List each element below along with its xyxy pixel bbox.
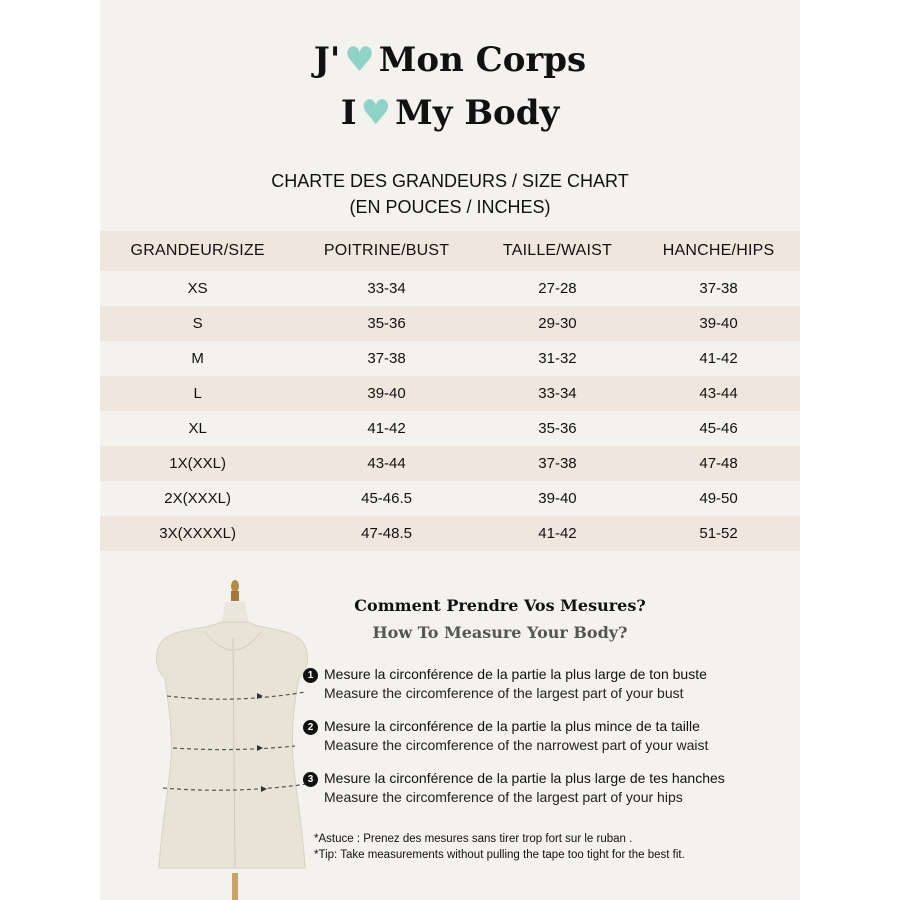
cell-size: 2X(XXXL): [100, 481, 295, 516]
cell-waist: 29-30: [478, 306, 637, 341]
table-row: [100, 341, 800, 376]
cell-bust: 35-36: [295, 306, 478, 341]
mannequin-stand: [232, 873, 238, 900]
measure-heading-fr: Comment Prendre Vos Mesures?: [354, 596, 646, 615]
mannequin-finial: [231, 580, 239, 592]
chart-title: CHARTE DES GRANDEURS / SIZE CHART: [271, 171, 629, 191]
step-text-en: Measure the circomference of the largest part of your hips: [324, 789, 683, 805]
step-number-badge: 3: [303, 772, 318, 787]
heart-icon: ♥: [360, 93, 392, 133]
size-table: [100, 231, 800, 551]
brand-line2-suffix: My Body: [395, 93, 560, 133]
brand-title-en: [100, 93, 800, 133]
cell-hips: 45-46: [637, 411, 800, 446]
header-bust: POITRINE/BUST: [295, 231, 478, 271]
cell-bust: 47-48.5: [295, 516, 478, 551]
cell-size: XL: [100, 411, 295, 446]
cell-size: 1X(XXL): [100, 446, 295, 481]
cell-bust: 39-40: [295, 376, 478, 411]
chart-subtitle: (EN POUCES / INCHES): [349, 197, 551, 217]
cell-waist: 37-38: [478, 446, 637, 481]
brand-line1-prefix: J': [313, 40, 341, 80]
measure-heading-en: How To Measure Your Body?: [372, 623, 628, 642]
cell-bust: 45-46.5: [295, 481, 478, 516]
cell-size: M: [100, 341, 295, 376]
step-text-en: Measure the circomference of the largest part of your bust: [324, 685, 684, 701]
cell-size: S: [100, 306, 295, 341]
brand-line1-suffix: Mon Corps: [378, 40, 587, 80]
table-row: [100, 481, 800, 516]
cell-bust: 33-34: [295, 271, 478, 306]
header-size: GRANDEUR/SIZE: [100, 231, 295, 271]
step-text-fr: Mesure la circonférence de la partie la plus large de ton buste: [324, 666, 707, 682]
mannequin-body: [156, 622, 307, 868]
step-text-en: Measure the circomference of the narrowest part of your waist: [324, 737, 709, 753]
heart-icon: ♥: [344, 40, 375, 80]
cell-waist: 35-36: [478, 411, 637, 446]
cell-hips: 47-48: [637, 446, 800, 481]
table-row: [100, 516, 800, 551]
cell-bust: 41-42: [295, 411, 478, 446]
cell-size: 3X(XXXXL): [100, 516, 295, 551]
cell-size: XS: [100, 271, 295, 306]
table-row: [100, 271, 800, 306]
step-number-badge: 1: [303, 668, 318, 683]
tip-text-en: *Tip: Take measurements without pulling the tape too tight for the best fit.: [314, 849, 685, 861]
cell-bust: 43-44: [295, 446, 478, 481]
table-header-row: [100, 231, 800, 271]
table-row: [100, 376, 800, 411]
cell-waist: 31-32: [478, 341, 637, 376]
step-number-badge: 2: [303, 720, 318, 735]
table-row: [100, 306, 800, 341]
mannequin-neck-cap: [231, 591, 239, 601]
table-row: [100, 411, 800, 446]
cell-waist: 33-34: [478, 376, 637, 411]
header-hips: HANCHE/HIPS: [637, 231, 800, 271]
step-text-fr: Mesure la circonférence de la partie la plus mince de ta taille: [324, 718, 700, 734]
cell-waist: 39-40: [478, 481, 637, 516]
cell-waist: 41-42: [478, 516, 637, 551]
cell-hips: 43-44: [637, 376, 800, 411]
cell-hips: 51-52: [637, 516, 800, 551]
size-chart-sheet: [100, 0, 800, 900]
cell-hips: 39-40: [637, 306, 800, 341]
step-text-fr: Mesure la circonférence de la partie la plus large de tes hanches: [324, 770, 725, 786]
header-waist: TAILLE/WAIST: [478, 231, 637, 271]
table-row: [100, 446, 800, 481]
cell-size: L: [100, 376, 295, 411]
brand-title-fr: [100, 40, 800, 80]
cell-bust: 37-38: [295, 341, 478, 376]
cell-waist: 27-28: [478, 271, 637, 306]
cell-hips: 37-38: [637, 271, 800, 306]
cell-hips: 49-50: [637, 481, 800, 516]
tip-text-fr: *Astuce : Prenez des mesures sans tirer trop fort sur le ruban .: [314, 833, 633, 845]
cell-hips: 41-42: [637, 341, 800, 376]
brand-line2-prefix: I: [340, 93, 357, 133]
